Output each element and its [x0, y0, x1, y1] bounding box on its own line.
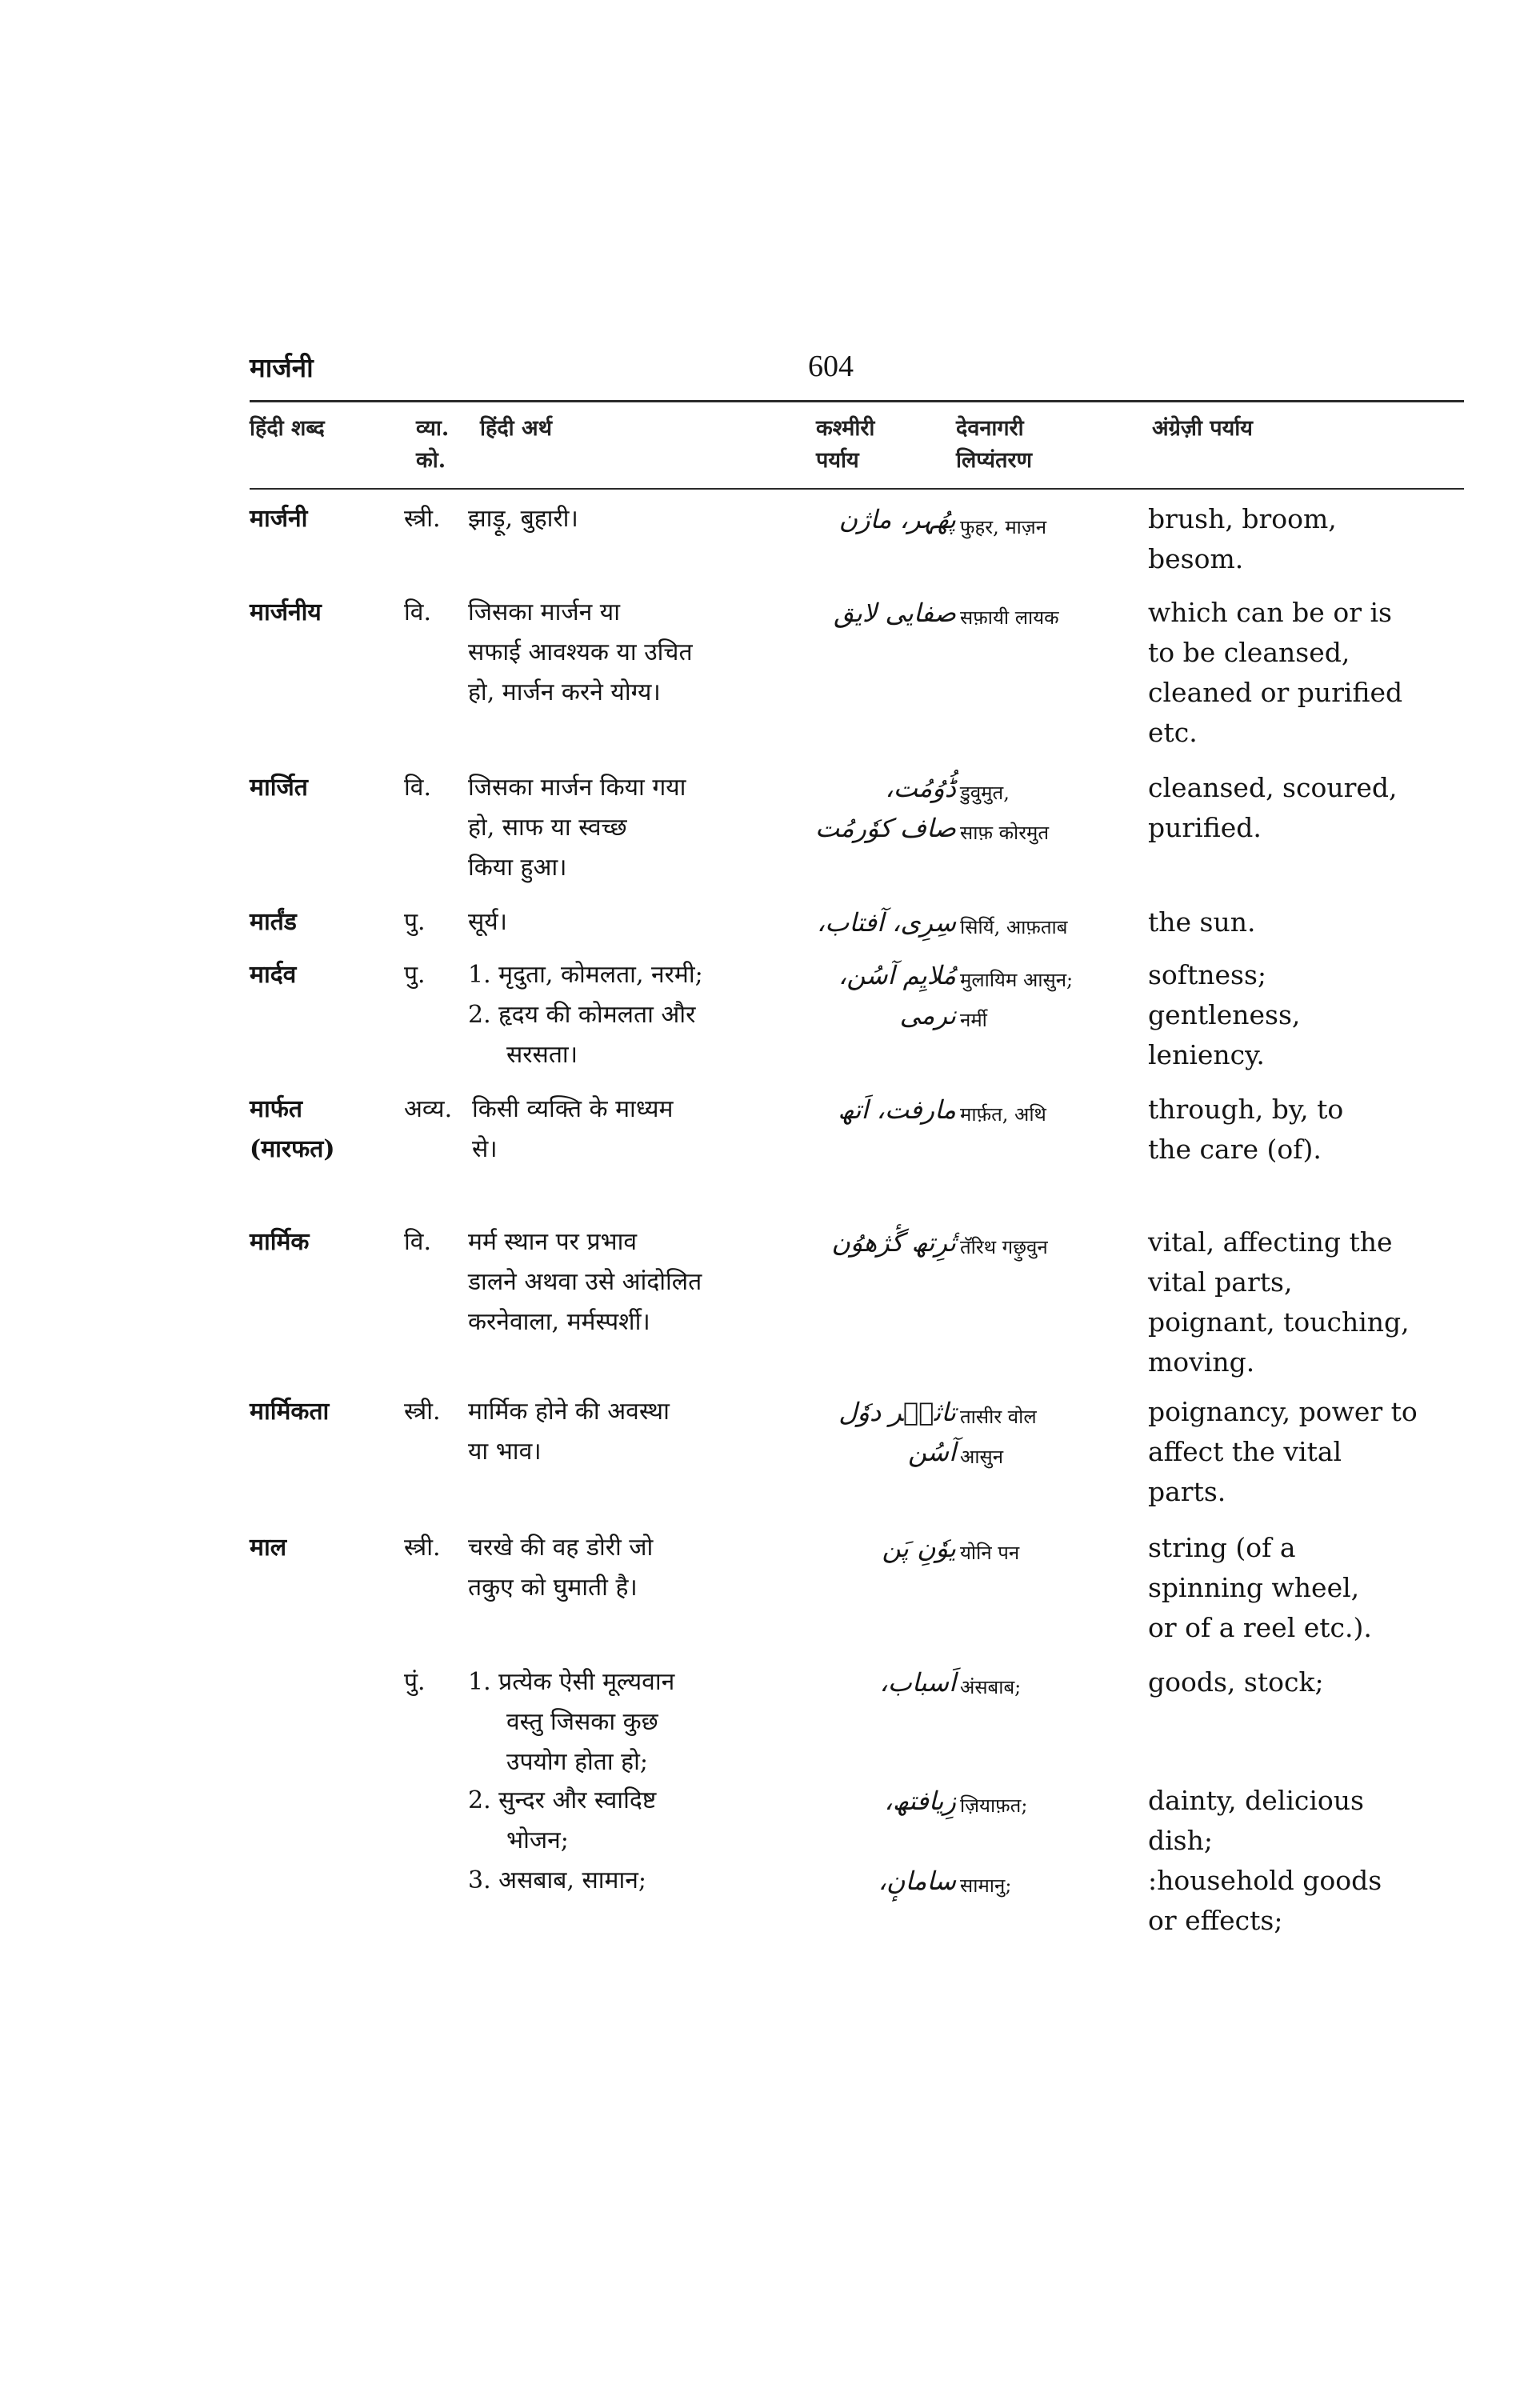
- english-line: dish;: [1148, 1825, 1213, 1856]
- sense-line: [468, 995, 804, 1035]
- english-line: dainty, delicious: [1148, 1785, 1364, 1816]
- sense-continuation: उपयोग होता हो;: [506, 1748, 648, 1776]
- headword-line: मार्फत: [250, 1095, 302, 1123]
- kashmiri-line: صاف کوٗرمُت: [814, 813, 956, 843]
- entry-english: [1148, 955, 1468, 1075]
- translit-line: योनि पन: [960, 1542, 1020, 1564]
- kashmiri-line: یوٗنِ پَن: [882, 1533, 956, 1563]
- english-line: brush, broom,: [1148, 503, 1337, 534]
- entry-pos: स्त्री.: [404, 1534, 441, 1562]
- kashmiri-line: ڈُوُمُت،: [885, 773, 956, 803]
- entry-kashmiri: [804, 1222, 956, 1262]
- entry-headword: माल: [250, 1534, 287, 1562]
- definition-line: सूर्य।: [468, 908, 508, 936]
- definition-line: जिसका मार्जन किया गया: [468, 774, 686, 802]
- translit-line: आसुन: [960, 1446, 1004, 1468]
- english-line: gentleness,: [1148, 999, 1301, 1030]
- entry-headword: मार्दव: [250, 961, 297, 989]
- entry-english: [1148, 499, 1468, 579]
- definition-line: किया हुआ।: [468, 854, 567, 882]
- entry-pos: वि.: [404, 774, 431, 802]
- definition-line: झाड़ू, बुहारी।: [468, 505, 578, 533]
- column-head-hindi-meaning: हिंदी अर्थ: [480, 416, 552, 441]
- english-line: softness;: [1148, 959, 1267, 990]
- entry-pos: वि.: [404, 1228, 431, 1256]
- translit-line: साफ़ कोरमुत: [960, 822, 1050, 844]
- definition-line: सफाई आवश्यक या उचित: [468, 638, 693, 666]
- column-head-devanagari-line2: लिप्यंतरण: [956, 448, 1033, 473]
- entry-pos: पु.: [404, 961, 426, 989]
- english-line: the care (of).: [1148, 1134, 1322, 1165]
- sense-line: [468, 955, 804, 995]
- entry-definition: [468, 955, 804, 1075]
- definition-line: हो, मार्जन करने योग्य।: [468, 678, 661, 706]
- sense-transliteration: ज़ियाफ़त;: [960, 1794, 1028, 1817]
- entry-transliteration: [960, 1227, 1144, 1267]
- sense-definition: [468, 1781, 804, 1861]
- definition-line: किसी व्यक्ति के माध्यम: [472, 1095, 674, 1123]
- sense-transliteration: अंसबाब;: [960, 1676, 1022, 1698]
- entry-headword: मार्जनीय: [250, 598, 322, 626]
- entry-kashmiri: [804, 902, 956, 942]
- english-line: etc.: [1148, 717, 1198, 748]
- definition-line: या भाव।: [468, 1438, 542, 1466]
- sense-definition: [468, 1861, 804, 1901]
- translit-line: तासीर वोल: [960, 1406, 1037, 1428]
- entry-kashmiri: [804, 1090, 956, 1130]
- entry-transliteration: [960, 907, 1144, 947]
- english-line: cleansed, scoured,: [1148, 772, 1398, 803]
- column-head-kashmiri-line2: पर्याय: [816, 448, 859, 473]
- english-line: to be cleansed,: [1148, 637, 1350, 668]
- definition-line: से।: [472, 1135, 498, 1163]
- header-bottom-rule: [250, 488, 1464, 490]
- kashmiri-line: پھُہر، ماژن: [838, 504, 956, 534]
- english-line: poignancy, power to: [1148, 1396, 1418, 1427]
- headword-variant: (मारफत): [250, 1135, 335, 1163]
- translit-line: डुवुमुत,: [960, 782, 1010, 804]
- entry-definition: [468, 593, 804, 713]
- sense-text: सुन्दर और स्वादिष्ट: [498, 1786, 657, 1814]
- sense-text: असबाब, सामान;: [498, 1866, 646, 1894]
- entry-transliteration: [960, 1397, 1144, 1477]
- sense-definition: [468, 1662, 804, 1782]
- english-line: through, by, to: [1148, 1094, 1344, 1125]
- definition-line: चरखे की वह डोरी जो: [468, 1534, 654, 1562]
- english-line: leniency.: [1148, 1039, 1265, 1070]
- entry-headword: [250, 1090, 335, 1170]
- english-line: the sun.: [1148, 906, 1256, 938]
- sense-transliteration: सामानु;: [960, 1874, 1012, 1897]
- column-head-kashmiri: [816, 413, 874, 477]
- entry-english: [1148, 593, 1468, 753]
- kashmiri-line: تٔرِتھ گٔژھوُن: [831, 1227, 956, 1258]
- definition-line: तकुए को घुमाती है।: [468, 1574, 638, 1602]
- definition-line: जिसका मार्जन या: [468, 598, 620, 626]
- english-line: purified.: [1148, 812, 1262, 843]
- entry-transliteration: [960, 507, 1144, 547]
- sense-kashmiri: سامانٕ،: [878, 1866, 956, 1896]
- translit-line: फुहर, माज़न: [960, 516, 1047, 538]
- english-line: parts.: [1148, 1476, 1226, 1507]
- entry-headword: मार्मिक: [250, 1228, 310, 1256]
- kashmiri-line: صفایی لایق: [834, 598, 956, 628]
- english-line: which can be or is: [1148, 597, 1392, 628]
- entry-kashmiri: [804, 593, 956, 633]
- translit-line: सिर्यि, आफ़ताब: [960, 916, 1068, 938]
- column-head-grammar-line2: को.: [416, 448, 446, 473]
- english-line: or of a reel etc.).: [1148, 1612, 1372, 1643]
- entry-transliteration: [960, 960, 1144, 1040]
- definition-line: करनेवाला, मर्मस्पर्शी।: [468, 1308, 650, 1336]
- kashmiri-line: نرمی: [899, 1000, 956, 1030]
- english-line: poignant, touching,: [1148, 1306, 1410, 1338]
- translit-line: मुलायिम आसुन;: [960, 969, 1074, 991]
- entry-pos: पुं.: [404, 1668, 426, 1696]
- sense-english: [1148, 1781, 1468, 1861]
- entry-definition: [472, 1090, 808, 1170]
- entry-kashmiri: [804, 1392, 956, 1472]
- page-number: 604: [808, 350, 854, 383]
- english-line: spinning wheel,: [1148, 1572, 1360, 1603]
- entry-pos: स्त्री.: [404, 1398, 441, 1426]
- english-line: moving.: [1148, 1346, 1255, 1378]
- sense-line: [468, 1781, 804, 1821]
- kashmiri-line: مارفت، اَتھ: [838, 1094, 956, 1125]
- entry-definition: [468, 768, 804, 888]
- definition-line: हो, साफ या स्वच्छ: [468, 814, 627, 842]
- column-head-grammar-line1: व्या.: [416, 416, 450, 441]
- sense-continuation: भोजन;: [506, 1826, 569, 1854]
- sense-line: [468, 1861, 804, 1901]
- english-line: goods, stock;: [1148, 1666, 1324, 1698]
- entry-definition: [468, 1222, 804, 1342]
- english-line: affect the vital: [1148, 1436, 1342, 1467]
- column-head-english: अंग्रेज़ी पर्याय: [1152, 416, 1253, 441]
- translit-line: तॅरिथ गछ़ुवुन: [960, 1236, 1048, 1258]
- entry-english: [1148, 1090, 1468, 1170]
- column-head-grammar: [416, 413, 449, 477]
- kashmiri-line: مُلایِم آسُن،: [838, 960, 956, 990]
- sense-english: [1148, 1861, 1468, 1941]
- entry-headword: मार्जनी: [250, 505, 308, 533]
- column-head-hindi-word: हिंदी शब्द: [250, 416, 325, 441]
- definition-line: मर्म स्थान पर प्रभाव: [468, 1228, 638, 1256]
- sense-number: 2.: [468, 1001, 491, 1029]
- entry-definition: [468, 902, 804, 942]
- sense-english: [1148, 1662, 1468, 1702]
- sense-text: मृदुता, कोमलता, नरमी;: [498, 961, 703, 989]
- entry-english: [1148, 1528, 1468, 1648]
- translit-line: मार्फ़त, अथि: [960, 1103, 1046, 1126]
- kashmiri-line: تاثیٖر دوٗل: [838, 1397, 956, 1427]
- sense-continuation: वस्तु जिसका कुछ: [506, 1708, 658, 1736]
- column-head-kashmiri-line1: कश्मीरी: [816, 416, 875, 441]
- entry-pos: पु.: [404, 908, 426, 936]
- sense-kashmiri: اَسباب،: [879, 1667, 956, 1698]
- running-head: मार्जनी: [250, 352, 314, 383]
- sense-line: [468, 1662, 804, 1702]
- entry-definition: [468, 1392, 804, 1472]
- sense-number: 1.: [468, 961, 491, 989]
- sense-text: हृदय की कोमलता और: [498, 1001, 696, 1029]
- sense-number: 1.: [468, 1668, 491, 1696]
- english-line: string (of a: [1148, 1532, 1296, 1563]
- entry-english: [1148, 1222, 1468, 1382]
- entry-kashmiri: [804, 955, 956, 1035]
- sense-number: 2.: [468, 1786, 491, 1814]
- sense-kashmiri: زِیافتھ،: [884, 1786, 956, 1816]
- translit-line: नर्मी: [960, 1009, 987, 1031]
- column-head-devanagari: [956, 413, 1032, 477]
- entry-definition: [468, 499, 804, 539]
- entry-transliteration: [960, 1094, 1144, 1134]
- entry-transliteration: [960, 598, 1144, 638]
- column-head-devanagari-line1: देवनागरी: [956, 416, 1024, 441]
- entry-pos: अव्य.: [404, 1095, 453, 1123]
- english-line: vital, affecting the: [1148, 1226, 1393, 1258]
- english-line: :household goods: [1148, 1865, 1382, 1896]
- definition-line: डालने अथवा उसे आंदोलित: [468, 1268, 702, 1296]
- sense-number: 3.: [468, 1866, 491, 1894]
- entry-english: [1148, 768, 1468, 848]
- entry-headword: मार्तंड: [250, 908, 297, 936]
- entry-kashmiri: [804, 499, 956, 539]
- entry-headword: मार्जित: [250, 774, 308, 802]
- entry-kashmiri: [804, 768, 956, 848]
- entry-headword: मार्मिकता: [250, 1398, 330, 1426]
- entry-transliteration: [960, 773, 1144, 853]
- entry-transliteration: [960, 1533, 1144, 1573]
- kashmiri-line: سِرِی، آفتاب،: [816, 907, 956, 938]
- english-line: or effects;: [1148, 1905, 1283, 1936]
- header-top-rule: [250, 400, 1464, 402]
- english-line: vital parts,: [1148, 1266, 1293, 1298]
- entry-english: [1148, 1392, 1468, 1512]
- kashmiri-line: آسُن: [907, 1437, 956, 1467]
- entry-pos: स्त्री.: [404, 505, 441, 533]
- definition-line: मार्मिक होने की अवस्था: [468, 1398, 670, 1426]
- sense-text: प्रत्येक ऐसी मूल्यवान: [498, 1668, 675, 1696]
- english-line: besom.: [1148, 543, 1244, 574]
- sense-continuation: सरसता।: [506, 1041, 578, 1069]
- entry-definition: [468, 1528, 804, 1608]
- english-line: cleaned or purified: [1148, 677, 1403, 708]
- entry-pos: वि.: [404, 598, 431, 626]
- entry-kashmiri: [804, 1528, 956, 1568]
- translit-line: सफ़ायी लायक: [960, 606, 1059, 629]
- entry-english: [1148, 902, 1468, 942]
